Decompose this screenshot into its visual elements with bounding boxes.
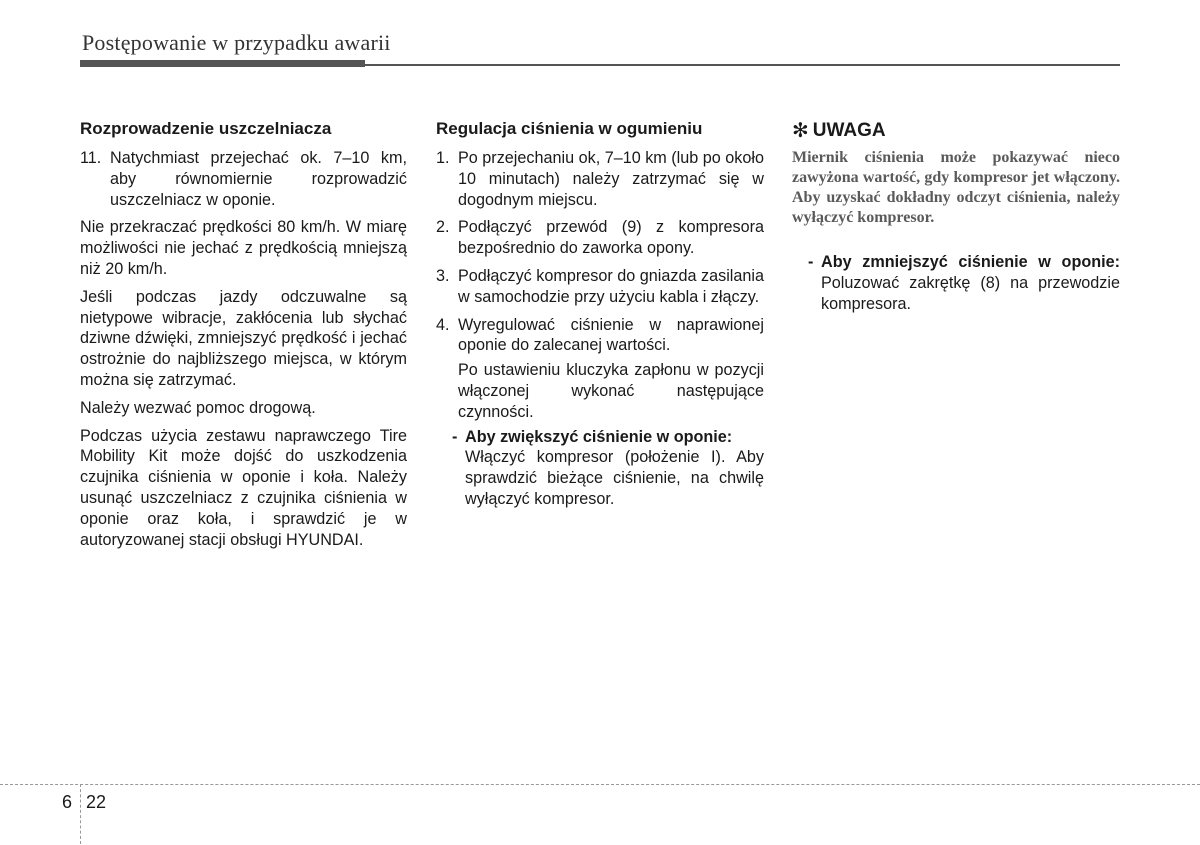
step-4-note: Po ustawieniu kluczyka zapłonu w pozycji włączonej wykonać następujące czynności.	[458, 361, 764, 421]
column-left	[80, 118, 407, 557]
deflate-instruction	[808, 252, 1120, 314]
step-text: Natychmiast przejechać ok. 7–10 km, aby równomiernie rozprowadzić uszczelniacz w oponie.	[110, 149, 407, 209]
paragraph-sensor-warning: Podczas użycia zestawu naprawczego Tire Mobility Kit może dojść do uszkodzenia czujnika ciśnienia w oponie i koła. Należy usunąć uszczelniacz z czujnika ciśnienia w oponie oraz koła, i sprawdzić je w autoryzowanej stacji obsługi HYUNDAI.	[80, 426, 407, 549]
section-heading-pressure: Regulacja ciśnienia w ogumieniu	[436, 119, 703, 138]
inflate-instruction-body: Włączyć kompresor (położenie I). Aby sprawdzić bieżące ciśnienie, na chwilę wyłączyć kompresor.	[465, 448, 764, 508]
page-number: 22	[86, 792, 107, 812]
header-divider	[80, 64, 1120, 66]
step-item	[436, 315, 764, 357]
footer-vertical-divider	[80, 784, 81, 844]
note-title: UWAGA	[812, 120, 886, 141]
step-number: 11.	[80, 149, 102, 167]
deflate-instruction-body: Poluzować zakrętkę (8) na przewodzie kompresora.	[821, 273, 1120, 313]
deflate-instruction-text	[821, 252, 1120, 314]
section-heading-sealant: Rozprowadzenie uszczelniacza	[80, 119, 332, 138]
inflate-instruction	[452, 427, 764, 510]
step-item	[80, 148, 407, 210]
note-heading	[792, 120, 1120, 142]
asterisk-icon: ✻	[792, 120, 809, 142]
step-number: 4.	[436, 315, 450, 334]
step-text: Wyregulować ciśnienie w naprawionej oponie do zalecanej wartości.	[458, 315, 764, 355]
column-middle	[436, 118, 764, 510]
step-number: 1.	[436, 149, 450, 167]
step-text: Podłączyć kompresor do gniazda zasilania w samochodzie przy użyciu kabla i złączy.	[458, 266, 764, 306]
paragraph-vibrations: Jeśli podczas jazdy odczuwalne są nietypowe wibracje, zakłócenia lub słychać dziwne dźwięki, zmniejszyć prędkość i jechać ostrożnie do najbliższego miejsca, w którym można się zatrzymać.	[80, 287, 407, 389]
inflate-instruction-text	[465, 427, 764, 510]
dash-bullet: -	[452, 427, 458, 446]
chapter-number: 6	[62, 792, 73, 812]
paragraph-roadside-help: Należy wezwać pomoc drogową.	[80, 398, 316, 417]
step-number: 3.	[436, 266, 450, 285]
note-body: Miernik ciśnienia może pokazywać nieco zawyżona wartość, gdy kompresor jet włączony. Aby uzyskać dokładny odczyt ciśnienia, należy wyłączyć kompresor.	[792, 149, 1120, 226]
paragraph-speed: Nie przekraczać prędkości 80 km/h. W miarę możliwości nie jechać z prędkością mniejszą niż 20 km/h.	[80, 218, 407, 278]
step-item	[436, 266, 764, 308]
inflate-instruction-label: Aby zwiększyć ciśnienie w oponie:	[465, 427, 733, 446]
step-number: 2.	[436, 218, 450, 237]
step-text: Po przejechaniu ok, 7–10 km (lub po około 10 minutach) należy zatrzymać się w dogodnym miejscu.	[458, 149, 764, 209]
page-header-title: Postępowanie w przypadku awarii	[82, 30, 391, 55]
footer-divider	[0, 784, 1200, 785]
step-item	[436, 148, 764, 210]
step-text: Podłączyć przewód (9) z kompresora bezpośrednio do zaworka opony.	[458, 218, 764, 258]
step-item	[436, 217, 764, 259]
deflate-instruction-label: Aby zmniejszyć ciśnienie w oponie:	[821, 253, 1120, 271]
dash-bullet: -	[808, 253, 814, 271]
column-right	[792, 118, 1120, 314]
